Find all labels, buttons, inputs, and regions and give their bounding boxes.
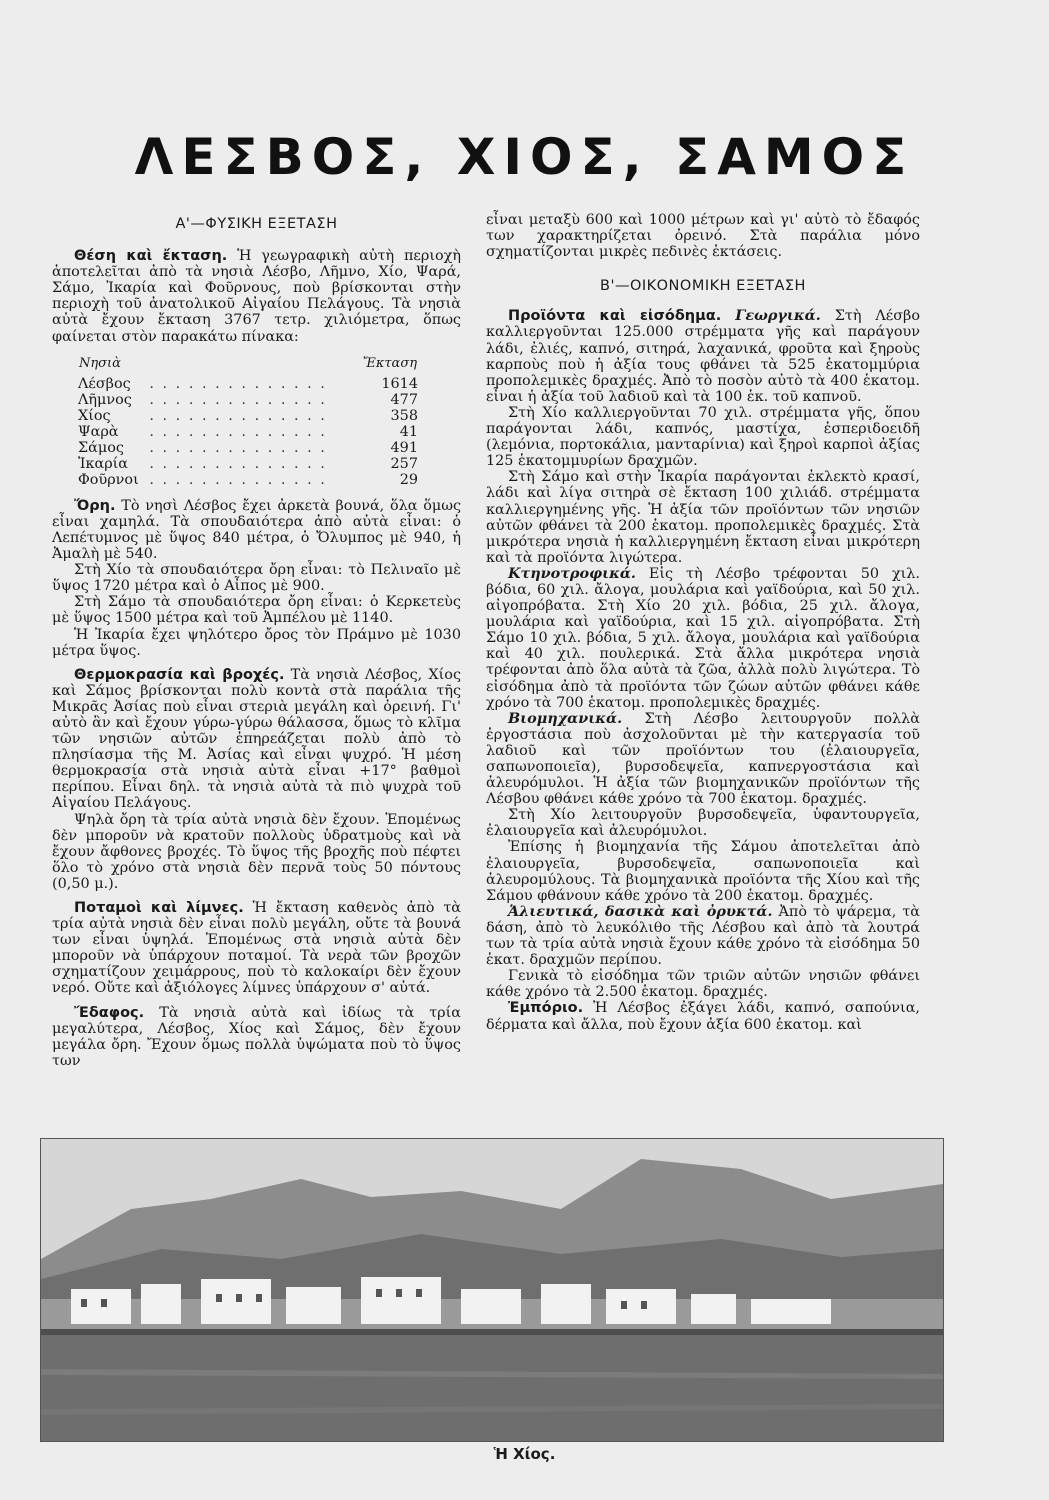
- right-column: [486, 212, 920, 1033]
- table-row: Λῆμνος . . . . . . . . . . . . . . 477: [78, 391, 418, 408]
- left-column: [52, 212, 461, 1069]
- paragraph-climate: Θερμοκρασία καὶ βροχές. Τὰ νησιὰ Λέσβος, Χίος καὶ Σάμος βρίσκονται πολὺ κοντὰ στὰ παράλια τῆς Μικρᾶς Ἀσίας ποὺ εἶναι στεριὰ μεγάλη καὶ ὀρεινή. Γι' αὐτὸ ἂν καὶ ἔχουν γύρω-γύρω θάλασσα, ὅμως τὸ κλῖμα τῶν νησιῶν αὐτῶν ἐπηρεάζεται πολὺ ἀπὸ τὸ πλησίασμα τῆς Μ. Ἀσίας καὶ εἶναι ψυχρό. Ἡ μέση θερμοκρασία στὰ νησιὰ αὐτὰ εἶναι +17° βαθμοὶ περίπου. Εἶναι δηλ. τὰ νησιὰ αὐτὰ τὰ πιὸ ψυχρὰ τοῦ Αἰγαίου Πελάγους.: [52, 666, 462, 812]
- photo-caption: Ἡ Χίος.: [493, 1445, 556, 1463]
- table-row: Λέσβος . . . . . . . . . . . . . . 1614: [78, 375, 418, 392]
- paragraph-samos-mountains: Στὴ Σάμο τὰ σπουδαιότερα ὄρη εἶναι: ὁ Κερκετεὺς μὲ ὕψος 1500 μέτρα καὶ τοῦ Ἀμπέλου μὲ 1140.: [52, 594, 461, 627]
- table-header-area: Ἔκταση: [362, 355, 417, 371]
- table-row: Χίος . . . . . . . . . . . . . . 358: [78, 407, 418, 424]
- subheading-position: Θέση καὶ ἔκταση.: [74, 248, 228, 265]
- paragraph-agriculture: Προϊόντα καὶ εἰσόδημα. Γεωργικά. Στὴ Λέσβο καλλιεργοῦνται 125.000 στρέμματα γῆς καὶ παράγουν λάδι, ἐλιές, καπνό, σιτηρά, λαχανικά, φροῦτα καὶ ξηροὺς καρποὺς ποὺ ἡ ἀξία τους φθάνει τὰ 525 ἑκατομμύρια προπολεμικὲς δραχμές. Ἀπὸ τὸ ποσὸν αὐτὸ τὰ 400 ἑκατομ. εἶναι ἡ ἀξία τοῦ λαδιοῦ καὶ τὰ 100 ἑκ. τοῦ καπνοῦ.: [486, 307, 921, 405]
- paragraph-mountains: Ὄρη. Τὸ νησὶ Λέσβος ἔχει ἀρκετὰ βουνά, ὅλα ὅμως εἶναι χαμηλά. Τὰ σπουδαιότερα ἀπὸ αὐτὰ εἶναι: ὁ Λεπέτυμνος μὲ ὕψος 840 μέτρα, ὁ Ὄλυμπος μὲ 940, ἡ Ἀμαλὴ μὲ 540.: [52, 497, 462, 563]
- table-row: Ἰκαρία . . . . . . . . . . . . . . 257: [78, 455, 418, 472]
- paragraph-samos-agriculture: Στὴ Σάμο καὶ στὴν Ἰκαρία παράγονται ἐκλεκτὸ κρασί, λάδι καὶ λίγα σιτηρὰ σὲ ἔκταση 100 χιλιάδ. στρέμματα καλλιεργημένης γῆς. Ἡ ἀξία τῶν προϊόντων τῶν νησιῶν αὐτῶν φθάνει τὰ 200 ἑκατομ. προπολεμικὲς δραχμές. Στὰ μικρότερα νησιὰ ἡ καλλιεργημένη ἔκταση εἶναι μικρότερη καὶ τὰ προϊόντα λιγώτερα.: [486, 469, 920, 566]
- paragraph-rivers: Ποταμοὶ καὶ λίμνες. Ἡ ἔκταση καθενὸς ἀπὸ τὰ τρία αὐτὰ νησιὰ δὲν εἶναι πολὺ μεγάλη, οὔτε τὰ βουνά των εἶναι ὑψηλά. Ἐπομένως στὰ νησιὰ αὐτὰ δὲν μποροῦν νὰ ὑπάρχουν ποταμοί. Τὰ νερὰ τῶν βροχῶν σχηματίζουν χειμάρρους, ποὺ τὸ καλοκαίρι δὲν ἔχουν νερό. Οὔτε καὶ ἀξιόλογες λίμνες ὑπάρχουν σ' αὐτά.: [52, 900, 461, 997]
- paragraph-industry: Βιομηχανικά. Στὴ Λέσβο λειτουργοῦν πολλὰ ἐργοστάσια ποὺ ἀσχολοῦνται μὲ τὴν κατεργασία τοῦ λαδιοῦ καὶ τῶν προϊόντων του (ἐλαιουργεῖα, σαπωνοποιεῖα), βυρσοδεψεῖα, καπνεργοστάσια καὶ ἀλευρόμυλοι. Ἡ ἀξία τῶν βιομηχανικῶν προϊόντων τῆς Λέσβου φθάνει κάθε χρόνο τὰ 700 ἑκατομ. δραχμές.: [486, 709, 920, 808]
- paragraph-trade: Ἐμπόριο. Ἡ Λέσβος ἐξάγει λάδι, καπνό, σαπούνια, δέρματα καὶ ἄλλα, ποὺ ἔχουν ἀξία 600 ἑκατομ. καὶ: [486, 1000, 920, 1033]
- chios-harbor-image: [41, 1139, 943, 1441]
- paragraph-fishing: Ἁλιευτικά, δασικὰ καὶ ὀρυκτά. Ἀπὸ τὸ ψάρεμα, τὰ δάση, ἀπὸ τὸ λευκόλιθο τῆς Λέσβου καὶ ἀπὸ τὰ λουτρά των τὰ τρία αὐτὰ νησιὰ ἔχουν κάθε χρόνο τὰ εἰσόδημα 50 ἑκατ. δραχμῶν περίπου.: [486, 902, 920, 969]
- section-heading-economic: Β'—ΟΙΚΟΝΟΜΙΚΗ ΕΞΕΤΑΣΗ: [600, 278, 806, 295]
- table-row: Φοῦρνοι . . . . . . . . . . . . . . 29: [78, 471, 418, 488]
- paragraph-soil: Ἔδαφος. Τὰ νησιὰ αὐτὰ καὶ ἰδίως τὰ τρία μεγαλύτερα, Λέσβος, Χίος καὶ Σάμος, δὲν ἔχουν μεγάλα ὄρη. Ἔχουν ὅμως πολλὰ ὑψώματα ποὺ τὸ ὕψος των: [52, 1004, 461, 1069]
- paragraph-livestock: Κτηνοτροφικά. Εἰς τὴ Λέσβο τρέφονται 50 χιλ. βόδια, 60 χιλ. ἄλογα, μουλάρια καὶ γαϊδούρια, καὶ 50 χιλ. αἰγοπρόβατα. Στὴ Χίο 20 χιλ. βόδια, 25 χιλ. ἄλογα, μουλάρια καὶ γαϊδούρια, καὶ 15 χιλ. αἰγοπρόβατα. Στὴ Σάμο 10 χιλ. βόδια, 5 χιλ. ἄλογα, μουλάρια καὶ γαϊδούρια καὶ 40 χιλ. πουλερικά. Στὰ ἄλλα μικρότερα νησιὰ τρέφονται ἀπὸ ὅλα αὐτὰ τὰ ζῶα, ἀλλὰ πολὺ λιγώτερα. Τὸ εἰσόδημα ἀπὸ τὰ προϊόντα τῶν ζώων αὐτῶν φθάνει κάθε χρόνο τὰ 700 ἑκατομ. προπολεμικὲς δραχμές.: [486, 564, 921, 711]
- harbor-photograph: [40, 1138, 944, 1442]
- paragraph-total-income: Γενικὰ τὸ εἰσόδημα τῶν τριῶν αὐτῶν νησιῶν φθάνει κάθε χρόνο τὰ 2.500 ἑκατομ. δραχμές.: [486, 968, 920, 1001]
- paragraph-ikaria-mountains: Ἡ Ἰκαρία ἔχει ψηλότερο ὄρος τὸν Πράμνο μὲ 1030 μέτρα ὕψος.: [52, 626, 461, 659]
- paragraph-samos-industry: Ἐπίσης ἡ βιομηχανία τῆς Σάμου ἀποτελεῖται ἀπὸ ἐλαιουργεῖα, βυρσοδεψεῖα, σαπωνοποιεῖα καὶ ἀλευρομύλους. Τὰ βιομηχανικὰ προϊόντα τῆς Χίου καὶ τῆς Σάμου φθάνουν κάθε χρόνο τὰ 200 ἑκατομ. δραχμές.: [486, 839, 920, 904]
- islands-area-table: [78, 355, 418, 488]
- table-row: Σάμος . . . . . . . . . . . . . . 491: [78, 439, 418, 456]
- page-title: ΛΕΣΒΟΣ, ΧΙΟΣ, ΣΑΜΟΣ: [134, 128, 915, 186]
- table-row: Ψαρὰ . . . . . . . . . . . . . . 41: [78, 423, 418, 440]
- section-heading-physical: Α'—ΦΥΣΙΚΗ ΕΞΕΤΑΣΗ: [175, 216, 338, 232]
- paragraph-position: Θέση καὶ ἔκταση. Ἡ γεωγραφικὴ αὐτὴ περιοχὴ ἀποτελεῖται ἀπὸ τὰ νησιὰ Λέσβο, Λῆμνο, Χίο, Ψαρά, Σάμο, Ἰκαρία καὶ Φοῦρνους, ποὺ βρίσκονται στὴν περιοχὴ τοῦ ἀνατολικοῦ Αἰγαίου Πελάγους. Τὰ νησιὰ αὐτὰ ἔχουν ἔκταση 3767 τετρ. χιλιόμετρα, ὅπως φαίνεται στὸν παρακάτω πίνακα:: [52, 248, 461, 345]
- paragraph-chios-mountains: Στὴ Χίο τὰ σπουδαιότερα ὄρη εἶναι: τὸ Πελιναῖο μὲ ὕψος 1720 μέτρα καὶ ὁ Αἶπος μὲ 900.: [52, 562, 461, 595]
- paragraph-rain: Ψηλὰ ὄρη τὰ τρία αὐτὰ νησιὰ δὲν ἔχουν. Ἑπομένως δὲν μποροῦν νὰ κρατοῦν πολλοὺς ὑδρατμοὺς καὶ νὰ ἔχουν ἄφθονες βροχές. Τὸ ὕψος τῆς βροχῆς ποὺ πέφτει ὅλο τὸ χρόνο στὰ νησιὰ δὲν περνᾶ τοὺς 50 πόντους (0,50 μ.).: [52, 811, 461, 892]
- paragraph-chios-agriculture: Στὴ Χίο καλλιεργοῦνται 70 χιλ. στρέμματα γῆς, ὅπου παράγονται λάδι, καπνός, μαστίχα, ἐσπεριδοειδῆ (λεμόνια, πορτοκάλια, μανταρίνια) καὶ ξηροὶ καρποὶ ἀξίας 125 ἑκατομμυρίων δραχμῶν.: [486, 404, 920, 470]
- paragraph-chios-industry: Στὴ Χίο λειτουργοῦν βυρσοδεψεῖα, ὑφαντουργεῖα, ἐλαιουργεῖα καὶ ἀλευρόμυλοι.: [486, 807, 920, 840]
- table-header-island: Νησιὰ: [79, 355, 121, 371]
- paragraph-soil-cont: εἶναι μεταξὺ 600 καὶ 1000 μέτρων καὶ γι' αὐτὸ τὸ ἔδαφός των χαρακτηρίζεται ὀρεινό. Στὰ παράλια μόνο σχηματίζονται μικρὲς πεδινὲς ἐκτάσεις.: [486, 212, 920, 261]
